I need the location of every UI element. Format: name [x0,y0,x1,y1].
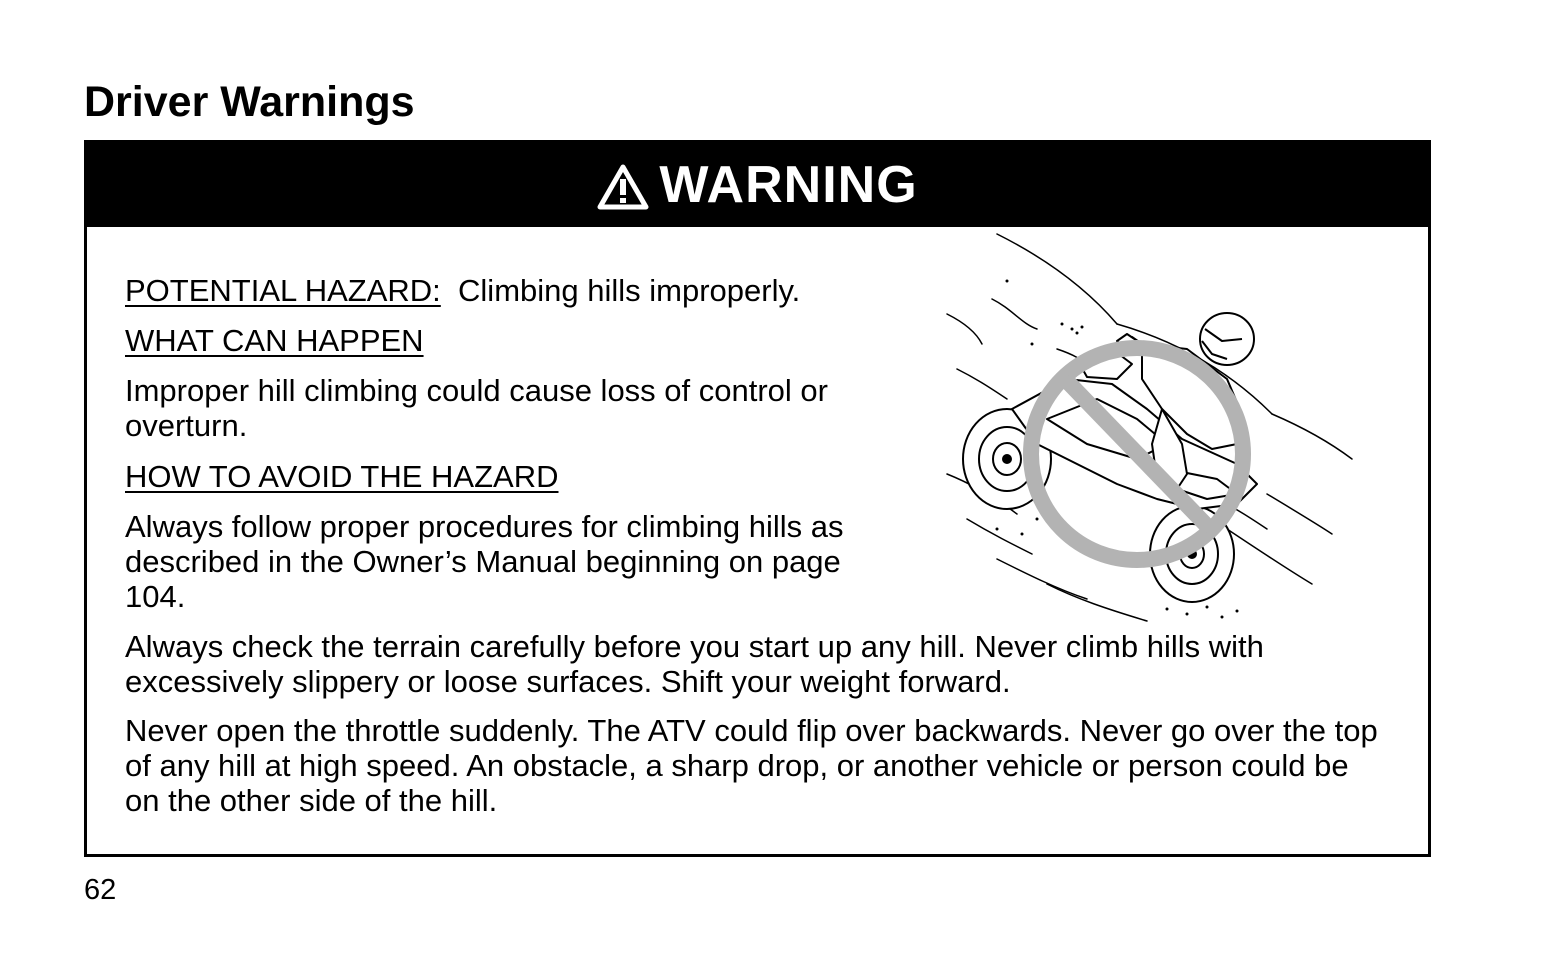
avoid-paragraph-1: Always follow proper procedures for climbing hills as described in the Owner’s Manual beginning on page 104. [125,509,844,614]
potential-hazard-text: Climbing hills improperly. [458,273,801,308]
avoid-paragraph-2: Always check the terrain carefully before you start up any hill. Never climb hills with excessively slippery or loose surfaces. Shift your weight forward. [125,629,1264,699]
warning-header [87,143,1428,227]
how-to-avoid-label: HOW TO AVOID THE HAZARD [125,459,559,494]
warning-heading: WARNING [659,156,918,214]
what-can-happen-label: WHAT CAN HAPPEN [125,323,424,358]
potential-hazard-label: POTENTIAL HAZARD: [125,273,441,308]
page-title: Driver Warnings [84,78,415,126]
page-number: 62 [84,874,117,906]
warning-triangle-icon [597,164,649,210]
potential-hazard-line [125,273,800,308]
warning-box [84,140,1431,857]
atv-hill-climb-prohibited-icon [937,229,1357,624]
what-can-happen-text: Improper hill climbing could cause loss of control or overturn. [125,373,828,443]
avoid-paragraph-3: Never open the throttle suddenly. The ATV could flip over backwards. Never go over the top of any hill at high speed. An obstacle, a sharp drop, or another vehicle or person could be on the other side of the hill. [125,713,1378,818]
